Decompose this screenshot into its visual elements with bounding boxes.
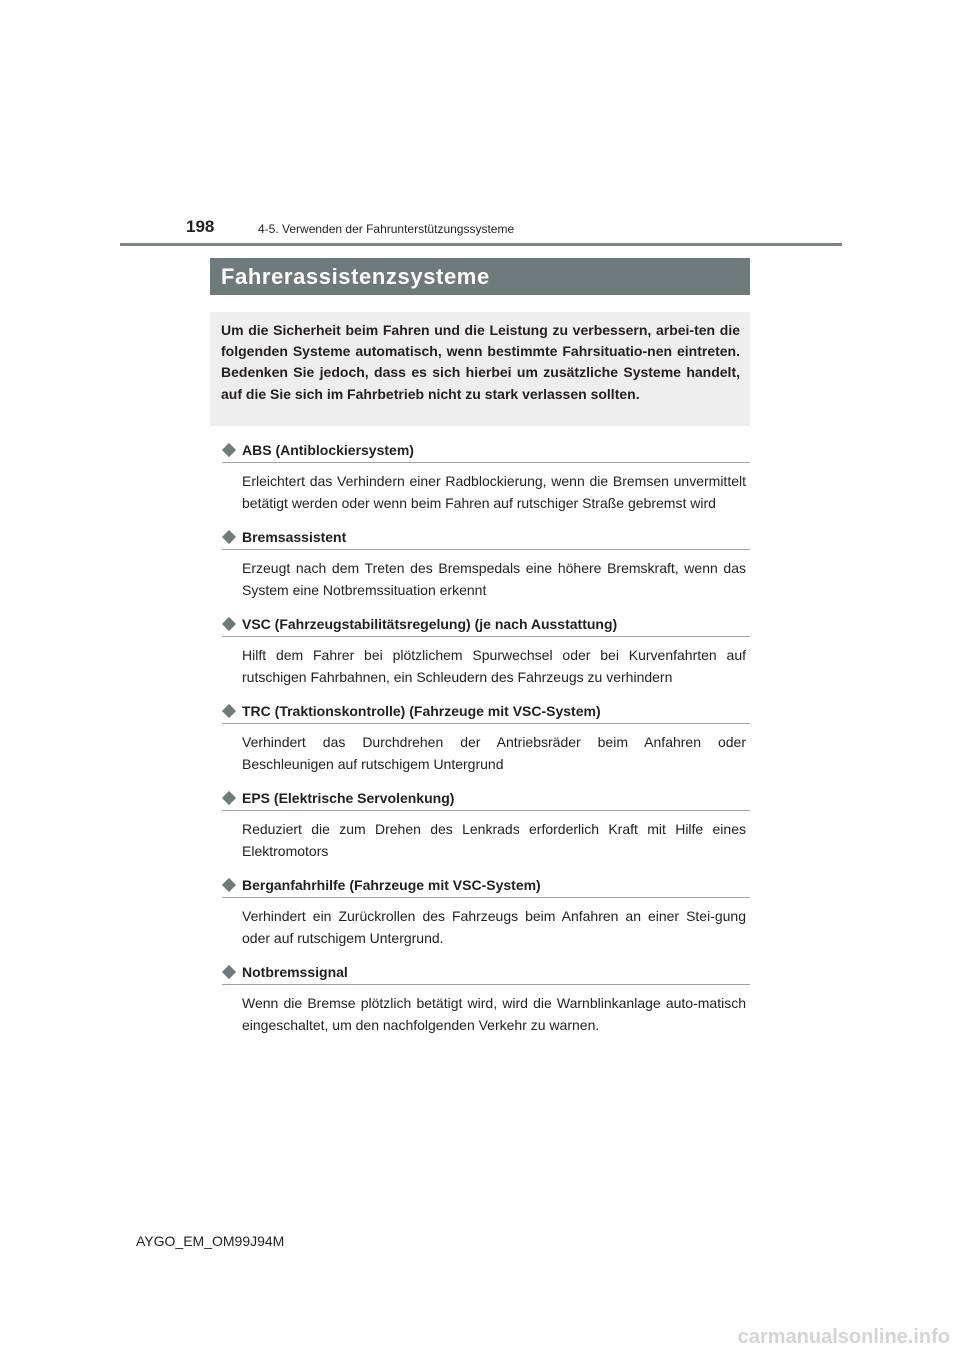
header-rule <box>120 243 842 246</box>
feature-heading-row <box>222 614 750 637</box>
feature-description: Reduziert die zum Drehen des Lenkrads erforderlich Kraft mit Hilfe eines Elektromotors <box>242 821 746 859</box>
feature-description: Wenn die Bremse plötzlich betätigt wird, wird die Warnblinkanlage auto-matisch eingeschaltet, um den nachfolgenden Verkehr zu warnen. <box>242 995 746 1033</box>
diamond-icon <box>222 617 236 631</box>
intro-text: Um die Sicherheit beim Fahren und die Leistung zu verbessern, arbei-ten die folgenden Systeme automatisch, wenn bestimmte Fahrsituatio-nen eintreten. Bedenken Sie jedoch, dass es sich hierbei um zusätzliche Systeme handelt, auf die Sie sich im Fahrbetrieb nicht zu stark verlassen sollten. <box>221 322 740 402</box>
feature-heading: TRC (Traktionskontrolle) (Fahrzeuge mit VSC-System) <box>242 703 601 719</box>
feature-heading-row <box>222 527 750 550</box>
feature-heading-row <box>222 788 750 811</box>
feature-description: Hilft dem Fahrer bei plötzlichem Spurwechsel oder bei Kurvenfahrten auf rutschigen Fahrbahnen, ein Schleudern des Fahrzeugs zu verhindern <box>242 647 746 685</box>
intro-box <box>210 312 750 426</box>
diamond-icon <box>222 791 236 805</box>
feature-heading: EPS (Elektrische Servolenkung) <box>242 790 455 806</box>
document-code: AYGO_EM_OM99J94M <box>136 1233 285 1249</box>
diamond-icon <box>222 878 236 892</box>
feature-brake-assist <box>222 527 750 601</box>
watermark: carmanualsonline.info <box>737 1326 950 1348</box>
feature-list <box>222 440 750 1049</box>
feature-heading: Berganfahrhilfe (Fahrzeuge mit VSC-System) <box>242 877 541 893</box>
feature-trc <box>222 701 750 775</box>
page-number: 198 <box>186 217 215 236</box>
diamond-icon <box>222 443 236 457</box>
feature-heading-row <box>222 440 750 463</box>
page-title-bar <box>210 258 750 295</box>
feature-heading-row <box>222 701 750 724</box>
feature-description: Verhindert ein Zurückrollen des Fahrzeugs beim Anfahren an einer Stei-gung oder auf rutschigem Untergrund. <box>242 908 746 946</box>
feature-heading-row <box>222 875 750 898</box>
diamond-icon <box>222 965 236 979</box>
feature-description: Erzeugt nach dem Treten des Bremspedals eine höhere Bremskraft, wenn das System eine Notbremssituation erkennt <box>242 560 746 598</box>
feature-eps <box>222 788 750 862</box>
feature-description: Verhindert das Durchdrehen der Antriebsräder beim Anfahren oder Beschleunigen auf rutschigem Untergrund <box>242 734 746 772</box>
feature-heading: VSC (Fahrzeugstabilitätsregelung) (je nach Ausstattung) <box>242 616 618 632</box>
diamond-icon <box>222 530 236 544</box>
page-title: Fahrerassistenzsysteme <box>221 263 490 289</box>
feature-hill-start-assist <box>222 875 750 949</box>
feature-heading: Notbremssignal <box>242 964 348 980</box>
feature-heading-row <box>222 962 750 985</box>
feature-abs <box>222 440 750 514</box>
feature-heading: ABS (Antiblockiersystem) <box>242 442 414 458</box>
feature-description: Erleichtert das Verhindern einer Radblockierung, wenn die Bremsen unvermittelt betätigt werden oder wenn beim Fahren auf rutschiger Straße gebremst wird <box>242 473 746 511</box>
feature-heading: Bremsassistent <box>242 529 347 545</box>
section-title: 4-5. Verwenden der Fahrunterstützungssysteme <box>258 222 515 236</box>
feature-emergency-brake-signal <box>222 962 750 1036</box>
diamond-icon <box>222 704 236 718</box>
feature-vsc <box>222 614 750 688</box>
